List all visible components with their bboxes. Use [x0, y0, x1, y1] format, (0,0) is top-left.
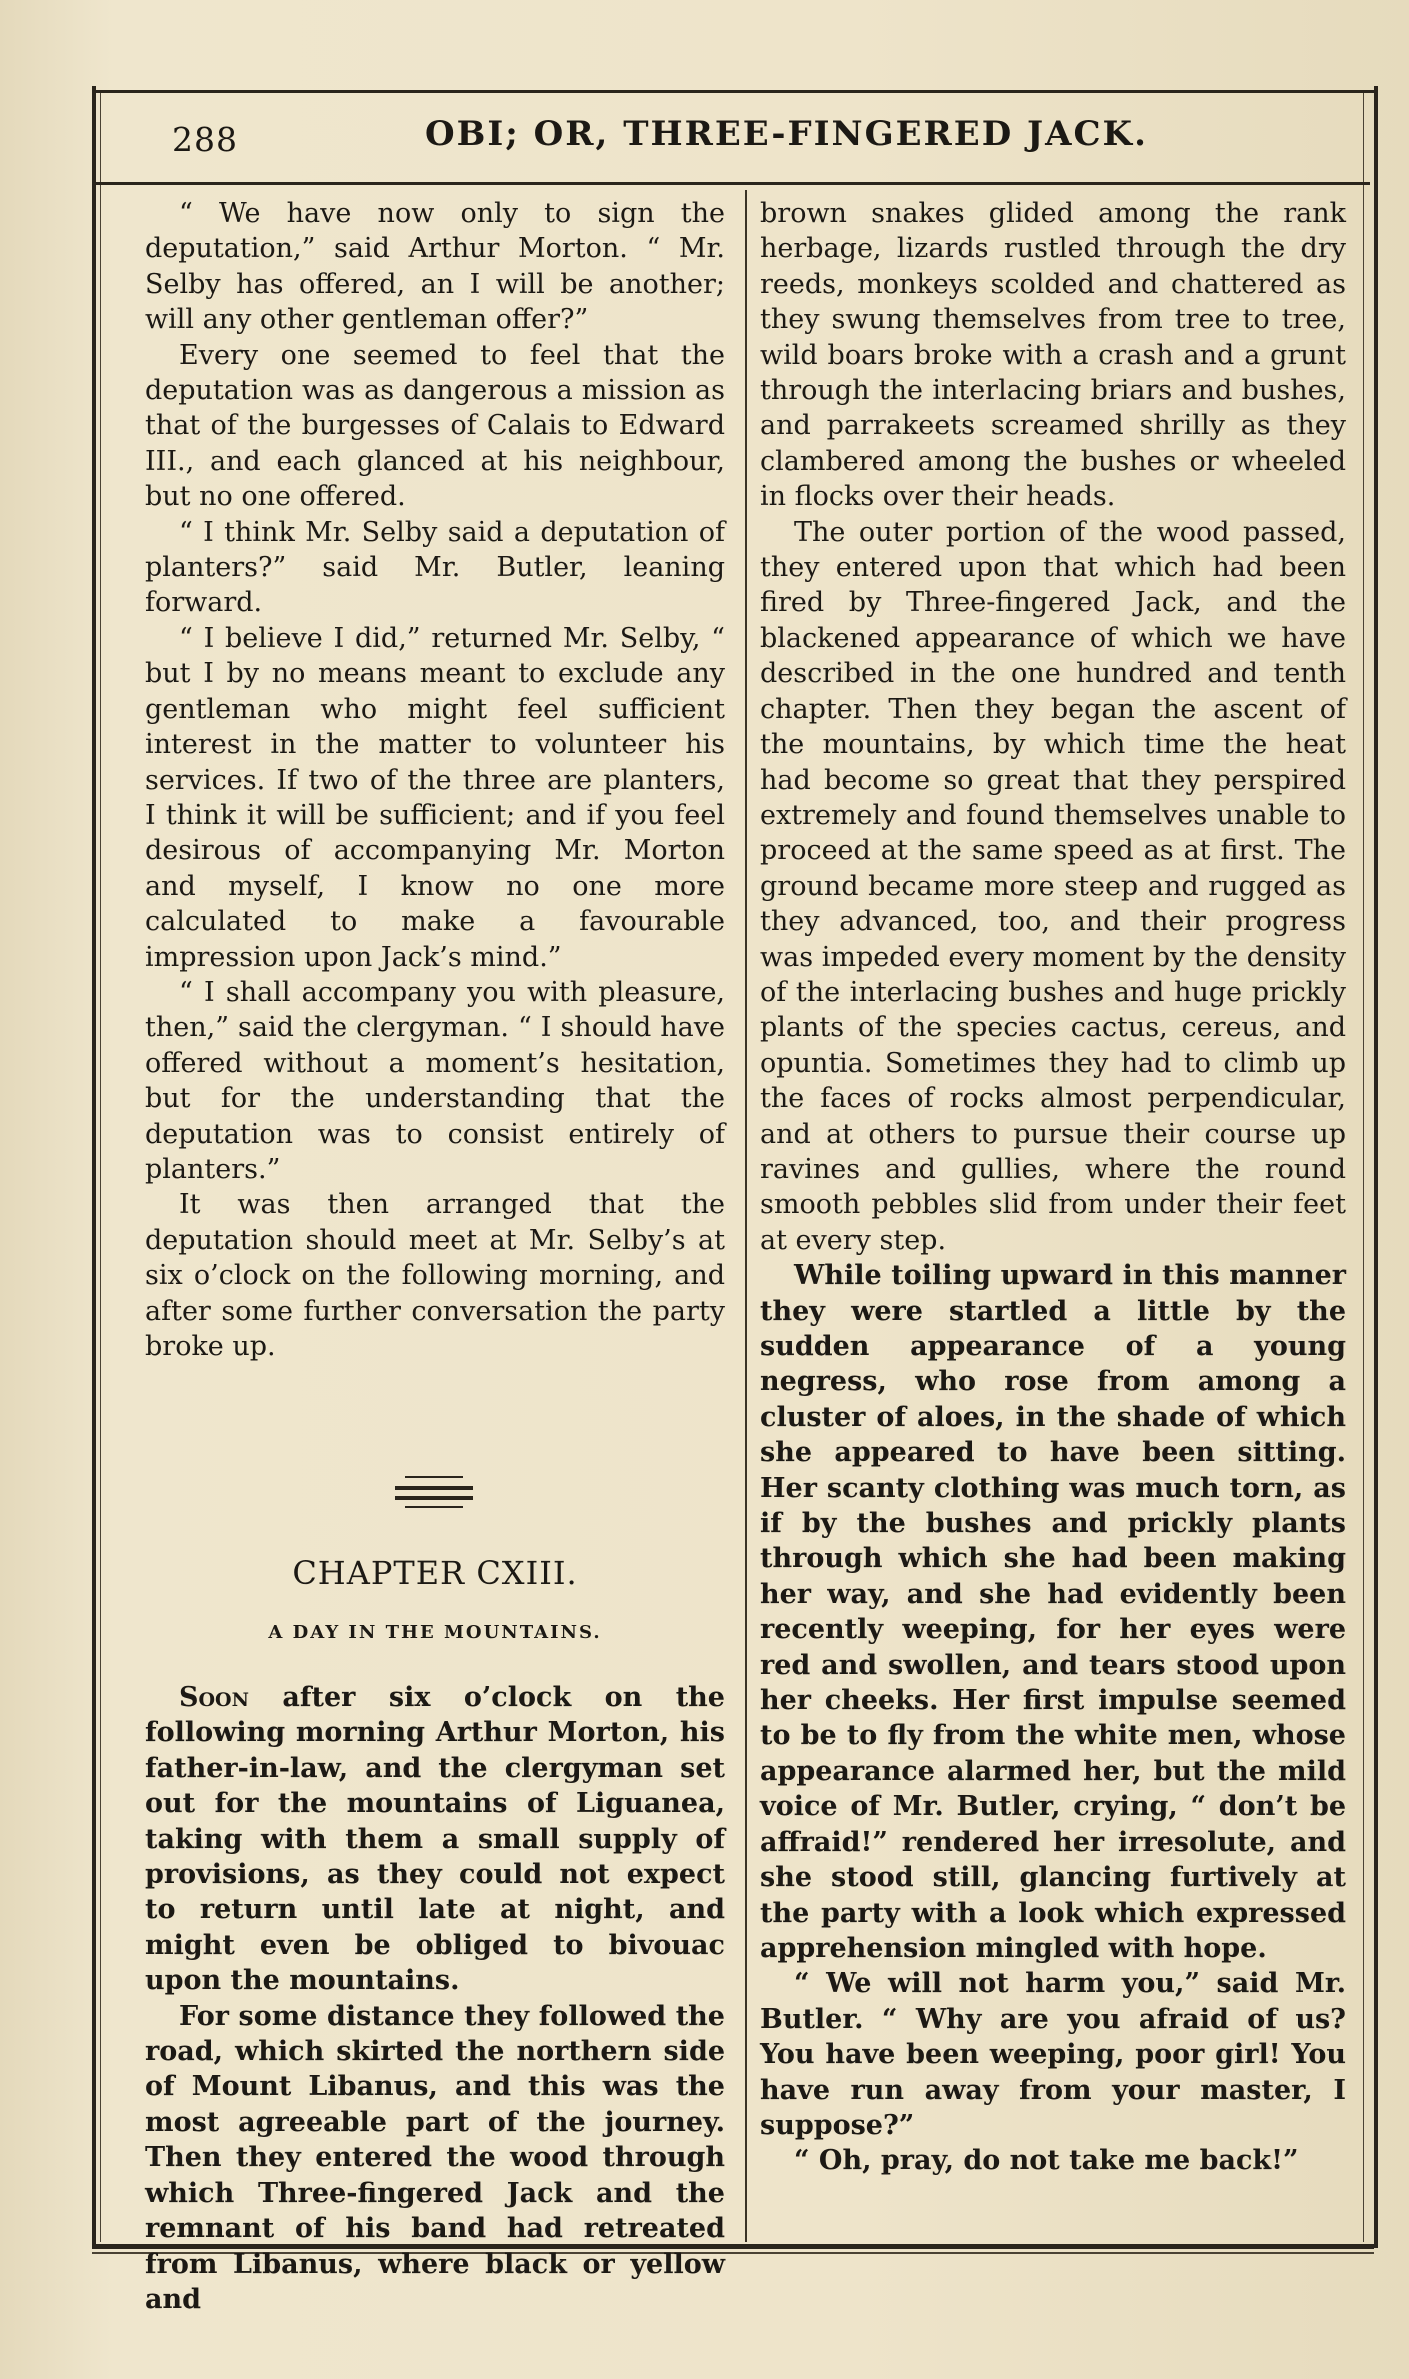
running-title: OBI; OR, THREE-FINGERED JACK.	[425, 114, 1148, 154]
paragraph: “ We will not harm you,” said Mr. Butler. “ Why are you afraid of us? You have been weeping, poor girl! You have run away from your master, I suppose?”	[760, 1968, 1346, 2141]
chapter-paragraph: For some distance they followed the road, which skirted the northern side of Mount Libanus, and this was the most agreeable part of the journey. Then they entered the wood through which Three-fingered Jack and the remnant of his band had retreated from Libanus, where black or yellow and	[145, 2000, 725, 2315]
section-ornament	[395, 1476, 473, 1510]
top-rule	[92, 90, 1374, 93]
paragraph: “ We have now only to sign the deputation,” said Arthur Morton. “ Mr. Selby has offered, an I will be another; will any other gentleman offer?”	[145, 198, 725, 336]
header-rule	[96, 182, 1370, 185]
paragraph: While toiling upward in this manner they were startled a little by the sudden appearance of a young negress, who rose from among a cluster of aloes, in the shade of which she appeared to have been sitting. Her scanty clothing was much torn, as if by the bushes and prickly plants through which she had been making her way, and she had evidently been recently weeping, for her eyes were red and swollen, and tears stood upon her cheeks. Her first impulse seemed to be to fly from the white men, whose appearance alarmed her, but the mild voice of Mr. Butler, crying, “ don’t be affraid!” rendered her irresolute, and she stood still, glancing furtively at the party with a look which expressed apprehension mingled with hope.	[760, 1260, 1346, 1964]
chapter-title: CHAPTER CXIII.	[292, 1554, 578, 1592]
paragraph: “ Oh, pray, do not take me back!”	[794, 2145, 1299, 2177]
right-column	[760, 196, 1346, 2179]
page-number: 288	[172, 120, 238, 159]
left-column	[145, 196, 725, 1364]
chapter-paragraph-text: after six o’clock on the following morning Arthur Morton, his father-in-law, and the clergyman set out for the mountains of Liguanea, taking with them a small supply of provisions, as they could not expect to return until late at night, and might even be obliged to bivouac upon the mountains.	[145, 1682, 725, 1997]
chapter-subtitle: A DAY IN THE MOUNTAINS.	[268, 1622, 602, 1643]
chapter-lead-word: Soon	[179, 1682, 249, 1713]
chapter-paragraph	[145, 1680, 725, 1999]
column-divider	[745, 190, 747, 2242]
paragraph: “ I think Mr. Selby said a deputation of planters?” said Mr. Butler, leaning forward.	[145, 516, 725, 619]
paragraph: “ I shall accompany you with pleasure, then,” said the clergyman. “ I should have offered without a moment’s hesitation, but for the understanding that the deputation was to consist entirely of planters.”	[145, 976, 725, 1185]
paragraph: “ I believe I did,” returned Mr. Selby, “ but I by no means meant to exclude any gentleman who might feel sufficient interest in the matter to volunteer his services. If two of the three are planters, I think it will be sufficient; and if you feel desirous of accompanying Mr. Morton and myself, I know no one more calculated to make a favourable impression upon Jack’s mind.”	[145, 622, 725, 973]
paragraph: Every one seemed to feel that the deputation was as dangerous a mission as that of the burgesses of Calais to Edward III., and each glanced at his neighbour, but no one offered.	[145, 339, 725, 513]
paragraph: brown snakes glided among the rank herbage, lizards rustled through the dry reeds, monkeys scolded and chattered as they swung themselves from tree to tree, wild boars broke with a crash and a grunt through the interlacing briars and bushes, and parrakeets screamed shrilly as they clambered among the bushes or wheeled in flocks over their heads.	[760, 198, 1346, 513]
paragraph: The outer portion of the wood passed, they entered upon that which had been fired by Three-fingered Jack, and the blackened appearance of which we have described in the one hundred and tenth chapter. Then they began the ascent of the mountains, by which time the heat had become so great that they perspired extremely and found themselves unable to proceed at the same speed as at first. The ground became more steep and rugged as they advanced, too, and their progress was impeded every moment by the density of the interlacing bushes and huge prickly plants of the species cactus, cereus, and opuntia. Sometimes they had to climb up the faces of rocks almost perpendicular, and at others to pursue their course up ravines and gullies, where the round smooth pebbles slid from under their feet at every step.	[760, 516, 1346, 1256]
chapter-body	[145, 1680, 725, 2317]
paragraph: It was then arranged that the deputation should meet at Mr. Selby’s at six o’clock on the following morning, and after some further conversation the party broke up.	[145, 1189, 725, 1362]
